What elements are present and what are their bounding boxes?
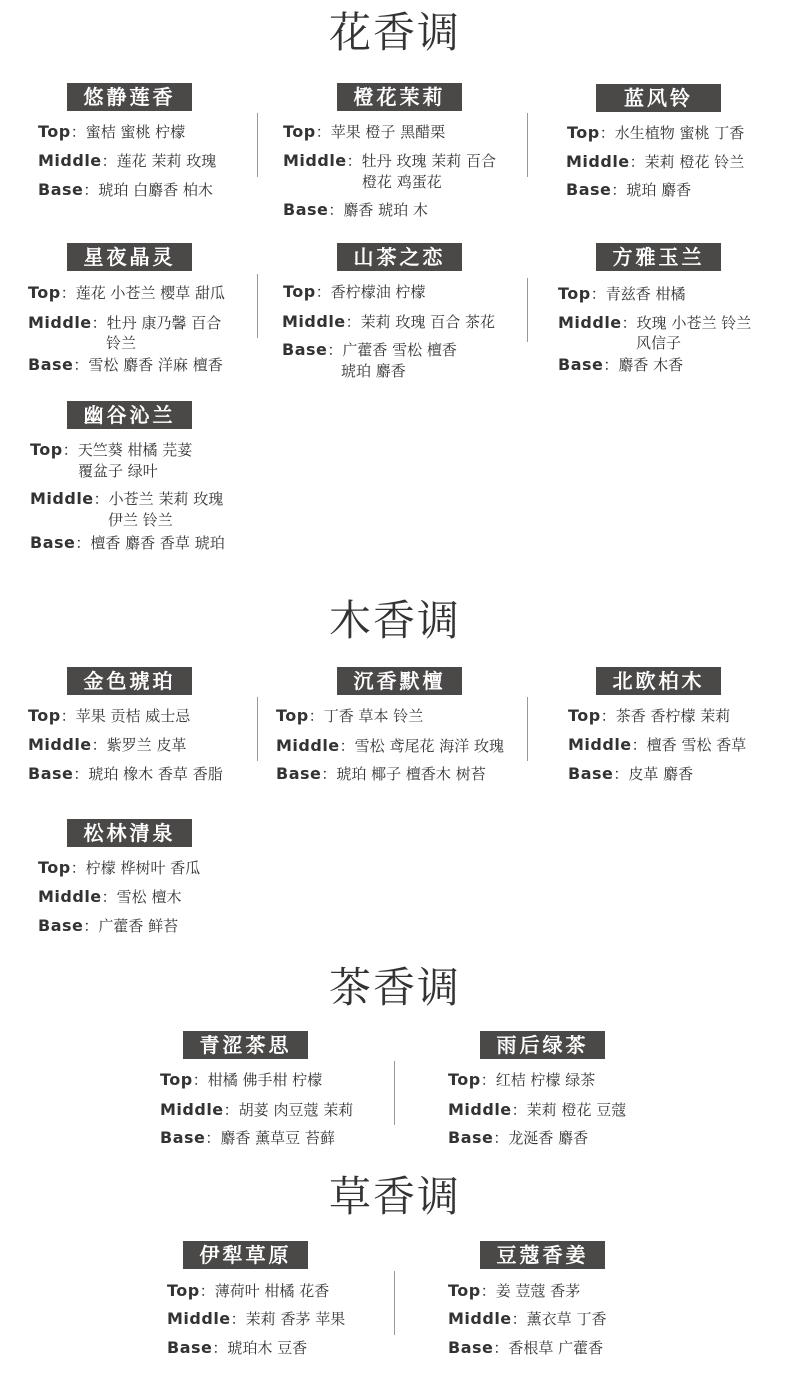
base-note [28,355,223,375]
middle-label: Middle [568,735,632,754]
note-value: 茉莉 香茅 苹果 [245,1310,346,1328]
note-value: 莲花 茉莉 玫瑰 [116,152,217,170]
column-divider [527,113,528,177]
middle-note [28,313,221,333]
base-note [558,355,683,375]
colon: ： [83,917,99,935]
column-divider [394,1061,395,1125]
note-value: 苹果 贡桔 威士忌 [75,707,191,725]
base-label: Base [282,340,328,359]
top-label: Top [28,706,61,725]
base-label: Base [28,355,74,374]
top-note [448,1281,580,1301]
base-note [167,1338,307,1358]
middle-note-continued [108,510,173,530]
note-value: 雪松 鸢尾花 海洋 玫瑰 [354,737,504,755]
top-label: Top [30,440,63,459]
perfume-name-badge: 悠静莲香 [67,83,192,111]
middle-label: Middle [28,735,92,754]
middle-note [558,313,751,333]
note-value: 铃兰 [106,334,137,352]
colon: ： [599,124,615,142]
middle-note-continued [362,172,442,192]
top-label: Top [38,858,71,877]
middle-note [282,312,495,332]
base-label: Base [568,764,614,783]
perfume-name-badge: 青涩茶思 [183,1031,308,1059]
note-value: 柑橘 佛手柑 柠檬 [207,1071,323,1089]
note-value: 茉莉 橙花 铃兰 [644,153,745,171]
colon: ： [603,356,619,374]
base-note [28,764,223,784]
note-value: 雪松 麝香 洋麻 檀香 [88,356,223,374]
note-value: 广藿香 雪松 檀香 [342,341,457,359]
section-title-woody: 木香调 [328,596,461,645]
top-label: Top [448,1070,481,1089]
middle-label: Middle [283,151,347,170]
top-note [28,706,190,726]
colon: ： [212,1339,228,1357]
colon: ： [62,441,78,459]
base-note [282,340,457,360]
top-label: Top [567,123,600,142]
perfume-name-badge: 幽谷沁兰 [67,401,192,429]
top-note [567,123,744,143]
middle-label: Middle [448,1309,512,1328]
colon: ： [493,1129,509,1147]
note-value: 琥珀 橡木 香草 香脂 [88,765,223,783]
perfume-name-badge: 北欧柏木 [596,667,721,695]
colon: ： [480,1282,496,1300]
colon: ： [511,1101,527,1119]
note-value: 薰衣草 丁香 [526,1310,607,1328]
colon: ： [629,153,645,171]
colon: ： [73,356,89,374]
top-note [283,282,426,302]
note-value: 琥珀 椰子 檀香木 树苔 [336,765,486,783]
note-value: 姜 荳蔻 香茅 [495,1282,581,1300]
base-label: Base [28,764,74,783]
top-label: Top [28,283,61,302]
middle-label: Middle [38,151,102,170]
colon: ： [192,1071,208,1089]
top-label: Top [160,1070,193,1089]
colon: ： [611,181,627,199]
colon: ： [93,490,109,508]
note-value: 琥珀木 豆香 [227,1339,308,1357]
column-divider [257,697,258,761]
middle-note [448,1100,626,1120]
base-label: Base [558,355,604,374]
perfume-name-badge: 蓝风铃 [596,84,721,112]
base-note [160,1128,335,1148]
top-note [558,284,686,304]
middle-note [30,489,223,509]
colon: ： [345,313,361,331]
colon: ： [613,765,629,783]
middle-label: Middle [167,1309,231,1328]
note-value: 青兹香 柑橘 [605,285,686,303]
colon: ： [73,765,89,783]
middle-label: Middle [276,736,340,755]
base-label: Base [30,533,76,552]
note-value: 雪松 檀木 [116,888,182,906]
base-note [30,533,225,553]
middle-label: Middle [566,152,630,171]
note-value: 麝香 木香 [618,356,684,374]
middle-label: Middle [38,887,102,906]
middle-note [167,1309,345,1329]
note-value: 香根草 广藿香 [508,1339,604,1357]
colon: ： [631,736,647,754]
note-value: 风信子 [636,334,682,352]
top-label: Top [558,284,591,303]
base-label: Base [448,1338,494,1357]
column-divider [394,1271,395,1335]
perfume-name-badge: 雨后绿茶 [480,1031,605,1059]
base-label: Base [448,1128,494,1147]
perfume-name-badge: 豆蔻香姜 [480,1241,605,1269]
top-label: Top [276,706,309,725]
perfume-name-badge: 沉香默檀 [337,667,462,695]
note-value: 胡荽 肉豆蔻 茉莉 [238,1101,354,1119]
colon: ： [75,534,91,552]
section-title-tea: 茶香调 [328,963,461,1012]
top-label: Top [568,706,601,725]
colon: ： [339,737,355,755]
note-value: 皮革 麝香 [628,765,694,783]
colon: ： [101,888,117,906]
colon: ： [91,736,107,754]
base-label: Base [167,1338,213,1357]
base-label: Base [566,180,612,199]
section-title-floral: 花香调 [328,8,461,57]
colon: ： [315,123,331,141]
middle-note [38,887,181,907]
top-note [30,440,192,460]
colon: ： [511,1310,527,1328]
middle-label: Middle [282,312,346,331]
note-value: 天竺葵 柑橘 芫荽 [77,441,193,459]
base-label: Base [38,916,84,935]
perfume-name-badge: 橙花茉莉 [337,83,462,111]
note-value: 檀香 麝香 香草 琥珀 [90,534,225,552]
middle-label: Middle [30,489,94,508]
base-note [568,764,693,784]
base-label: Base [283,200,329,219]
note-value: 蜜桔 蜜桃 柠檬 [85,123,186,141]
middle-note-continued [636,333,681,353]
colon: ： [328,201,344,219]
colon: ： [91,314,107,332]
section-title-herbal: 草香调 [328,1172,461,1221]
note-value: 玫瑰 小苍兰 铃兰 [636,314,752,332]
middle-label: Middle [448,1100,512,1119]
colon: ： [590,285,606,303]
column-divider [257,274,258,338]
top-label: Top [283,122,316,141]
middle-note [38,151,216,171]
column-divider [257,113,258,177]
colon: ： [308,707,324,725]
middle-note [566,152,744,172]
column-divider [527,697,528,761]
top-label: Top [167,1281,200,1300]
base-note [283,200,428,220]
colon: ： [205,1129,221,1147]
base-label: Base [160,1128,206,1147]
base-label: Base [276,764,322,783]
middle-note [568,735,746,755]
note-value: 茉莉 橙花 豆蔻 [526,1101,627,1119]
top-note [568,706,730,726]
note-value: 红桔 柠檬 绿茶 [495,1071,596,1089]
colon: ： [493,1339,509,1357]
colon: ： [230,1310,246,1328]
middle-label: Middle [160,1100,224,1119]
perfume-name-badge: 伊犁草原 [183,1241,308,1269]
colon: ： [346,152,362,170]
colon: ： [621,314,637,332]
note-value: 薄荷叶 柑橘 花香 [214,1282,330,1300]
base-note [566,180,691,200]
colon: ： [315,283,331,301]
top-note [276,706,423,726]
note-value: 茉莉 玫瑰 百合 茶花 [360,313,495,331]
top-note [167,1281,329,1301]
note-value: 琥珀 麝香 [341,362,406,380]
top-note [38,122,185,142]
middle-note [28,735,186,755]
middle-note [283,151,496,171]
note-value: 檀香 雪松 香草 [646,736,747,754]
note-value: 广藿香 鲜苔 [98,917,179,935]
note-value: 麝香 琥珀 木 [343,201,428,219]
top-note [448,1070,595,1090]
note-value: 紫罗兰 皮革 [106,736,187,754]
colon: ： [480,1071,496,1089]
note-value: 茶香 香柠檬 茉莉 [615,707,731,725]
perfume-name-badge: 松林清泉 [67,819,192,847]
colon: ： [83,181,99,199]
note-value: 牡丹 玫瑰 茉莉 百合 [361,152,496,170]
middle-note [276,736,504,756]
top-note [28,283,225,303]
base-note [448,1338,603,1358]
perfume-name-badge: 山茶之恋 [337,243,462,271]
colon: ： [70,123,86,141]
colon: ： [101,152,117,170]
base-note [38,180,213,200]
perfume-name-badge: 星夜晶灵 [67,243,192,271]
base-label: Base [38,180,84,199]
column-divider [527,278,528,342]
middle-label: Middle [28,313,92,332]
note-value: 丁香 草本 铃兰 [323,707,424,725]
base-note [448,1128,588,1148]
note-value: 莲花 小苍兰 樱草 甜瓜 [75,284,226,302]
note-value: 覆盆子 绿叶 [78,462,158,480]
top-label: Top [448,1281,481,1300]
middle-note [160,1100,353,1120]
base-note-continued [341,361,406,381]
note-value: 琥珀 白麝香 柏木 [98,181,213,199]
note-value: 柠檬 桦树叶 香瓜 [85,859,201,877]
colon: ： [70,859,86,877]
colon: ： [321,765,337,783]
colon: ： [60,284,76,302]
middle-note-continued [106,333,136,353]
note-value: 小苍兰 茉莉 玫瑰 [108,490,224,508]
note-value: 牡丹 康乃馨 百合 [106,314,222,332]
top-note-continued [78,461,158,481]
colon: ： [327,341,343,359]
top-label: Top [38,122,71,141]
note-value: 香柠檬油 柠檬 [330,283,426,301]
colon: ： [60,707,76,725]
top-note [283,122,445,142]
top-label: Top [283,282,316,301]
note-value: 龙涎香 麝香 [508,1129,589,1147]
colon: ： [600,707,616,725]
note-value: 水生植物 蜜桃 丁香 [614,124,745,142]
note-value: 琥珀 麝香 [626,181,692,199]
middle-note [448,1309,606,1329]
middle-label: Middle [558,313,622,332]
base-note [276,764,486,784]
perfume-name-badge: 方雅玉兰 [596,243,721,271]
note-value: 橙花 鸡蛋花 [362,173,442,191]
note-value: 苹果 橙子 黑醋栗 [330,123,446,141]
top-note [38,858,200,878]
note-value: 麝香 薰草豆 苔藓 [220,1129,335,1147]
base-note [38,916,178,936]
top-note [160,1070,322,1090]
note-value: 伊兰 铃兰 [108,511,173,529]
colon: ： [223,1101,239,1119]
perfume-name-badge: 金色琥珀 [67,667,192,695]
colon: ： [199,1282,215,1300]
